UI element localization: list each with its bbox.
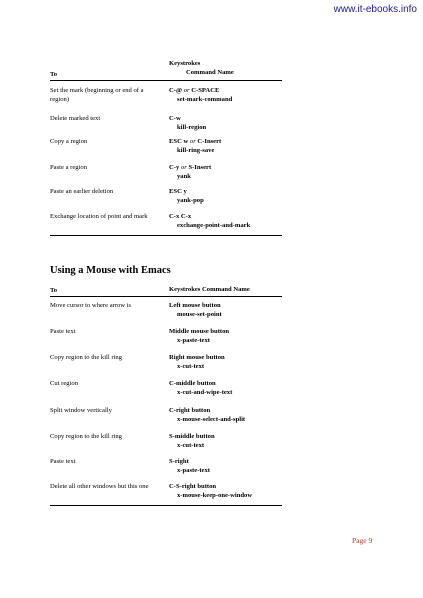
row-description: Paste a region bbox=[50, 164, 87, 171]
mouse-table bbox=[50, 283, 282, 499]
keystroke-text: C-y or S-Insert bbox=[169, 164, 212, 171]
header-command-name: Command Name bbox=[186, 68, 234, 76]
command-name: x-paste-text bbox=[177, 336, 210, 344]
table-header bbox=[50, 283, 282, 297]
row-description: Copy region to the kill ring bbox=[50, 354, 122, 361]
row-keystrokes bbox=[169, 433, 282, 450]
command-name: kill-region bbox=[177, 123, 207, 131]
page-number: Page 9 bbox=[352, 536, 373, 545]
command-name: x-mouse-keep-one-window bbox=[177, 491, 253, 499]
row-keystrokes bbox=[169, 380, 282, 397]
keystroke-text: C-middle button bbox=[169, 380, 216, 387]
row-keystrokes bbox=[169, 164, 282, 181]
row-keystrokes bbox=[169, 483, 282, 500]
row-keystrokes bbox=[169, 407, 282, 424]
command-name: exchange-point-and-mark bbox=[177, 221, 251, 229]
keystroke-text: Left mouse button bbox=[169, 302, 221, 309]
keystroke-text: C-right button bbox=[169, 407, 211, 414]
keystroke-text: ESC w or C-Insert bbox=[169, 138, 222, 145]
row-keystrokes bbox=[169, 115, 282, 132]
row-description: Paste an earlier deletion bbox=[50, 188, 114, 195]
header-keystrokes: Keystrokes bbox=[169, 60, 201, 67]
keystroke-text: C-S-right button bbox=[169, 483, 217, 490]
keystroke-text: C-@ or C-SPACE bbox=[169, 87, 220, 94]
command-name: set-mark-command bbox=[177, 95, 233, 103]
row-description: Set the mark (beginning or end of a region) bbox=[50, 87, 144, 103]
keystroke-text: Right mouse button bbox=[169, 354, 225, 361]
row-keystrokes bbox=[169, 188, 282, 205]
row-keystrokes bbox=[169, 458, 282, 475]
keystroke-text: S-middle button bbox=[169, 433, 215, 440]
keystroke-text: S-right bbox=[169, 458, 189, 465]
row-keystrokes bbox=[169, 138, 282, 155]
col-header-keystrokes: Keystrokes Command Name bbox=[169, 285, 250, 293]
table-end-rule bbox=[50, 505, 282, 506]
keystroke-text: Middle mouse button bbox=[169, 328, 230, 335]
row-description: Copy region to the kill ring bbox=[50, 433, 122, 440]
table-header bbox=[50, 60, 282, 81]
col-header-to: To bbox=[50, 71, 58, 78]
command-name: x-cut-and-wipe-text bbox=[177, 388, 233, 396]
col-header-keystrokes bbox=[169, 60, 234, 77]
command-name: x-paste-text bbox=[177, 466, 210, 474]
row-keystrokes bbox=[169, 213, 282, 230]
col-header-to: To bbox=[50, 287, 58, 294]
row-description: Paste text bbox=[50, 458, 76, 465]
command-name: x-cut-text bbox=[177, 441, 205, 449]
command-name: mouse-set-point bbox=[177, 310, 222, 318]
command-name: yank-pop bbox=[177, 196, 204, 204]
row-description: Exchange location of point and mark bbox=[50, 213, 148, 220]
keystroke-text: C-x C-x bbox=[169, 213, 192, 220]
command-name: yank bbox=[177, 172, 191, 180]
row-keystrokes bbox=[169, 328, 282, 345]
row-description: Paste text bbox=[50, 328, 76, 335]
command-name: x-cut-text bbox=[177, 362, 205, 370]
row-description: Move cursor to where arrow is bbox=[50, 302, 132, 309]
command-name: kill-ring-save bbox=[177, 146, 215, 154]
keystroke-text: C-w bbox=[169, 115, 181, 122]
row-keystrokes bbox=[169, 354, 282, 371]
row-keystrokes bbox=[169, 87, 282, 104]
row-description: Split window vertically bbox=[50, 407, 112, 414]
row-description: Delete marked text bbox=[50, 115, 101, 122]
table-end-rule bbox=[50, 235, 282, 236]
row-description: Copy a region bbox=[50, 138, 88, 145]
row-description: Delete all other windows but this one bbox=[50, 483, 149, 490]
row-description: Cut region bbox=[50, 380, 79, 387]
command-name: x-mouse-select-and-split bbox=[177, 415, 246, 423]
watermark-link[interactable]: www.it-ebooks.info bbox=[333, 4, 417, 15]
keystroke-table bbox=[50, 60, 282, 229]
row-keystrokes bbox=[169, 302, 282, 319]
keystroke-text: ESC y bbox=[169, 188, 187, 195]
section-title: Using a Mouse with Emacs bbox=[50, 265, 171, 276]
